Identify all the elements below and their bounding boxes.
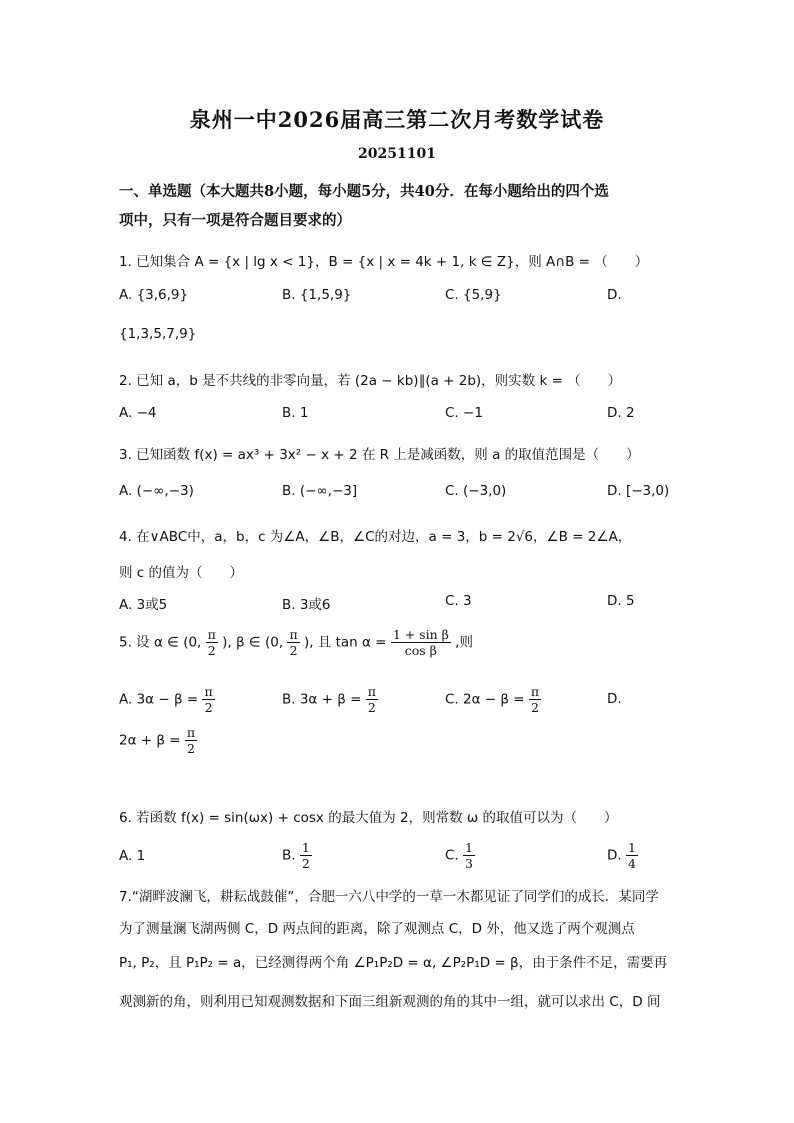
question-7-line-4: 观测新的角，则利用已知观测数据和下面三组新观测的角的其中一组，就可以求出 C，D 间 (119, 994, 661, 1010)
question-7-line-2: 为了测量澜飞湖两侧 C，D 两点间的距离，除了观测点 C，D 外，他又选了两个观测点 (119, 921, 635, 937)
question-2-option-c: C. −1 (445, 405, 483, 421)
question-4-option-c: C. 3 (445, 593, 472, 609)
question-5-option-d: D. (607, 691, 622, 707)
question-1-option-d-value: {1,3,5,7,9} (119, 326, 197, 342)
question-5-stem-part: ,则 (455, 634, 473, 651)
exam-title: 泉州一中2026届高三第二次月考数学试卷 (189, 107, 605, 132)
question-1-option-a: A. {3,6,9} (119, 287, 189, 303)
question-6-option-b: B. $\frac{1}{2}$ (282, 840, 310, 871)
question-3-option-d: D. [−3,0) (607, 483, 670, 499)
question-5-stem-part: 5. 设 α ∈ (0, (119, 634, 202, 651)
question-5-option-b: B. 3α + β = $\frac{\pi}{2}$ (282, 684, 376, 715)
section-heading-line1: 一、单选题（本大题共8小题，每小题5分，共40分．在每小题给出的四个选 (119, 183, 609, 200)
fraction-pi-over-2: $\frac{\pi}{2}$ (289, 627, 298, 658)
question-3-option-c: C. (−3,0) (445, 483, 507, 499)
question-2-option-a: A. −4 (119, 405, 157, 421)
question-2-option-d: D. 2 (607, 405, 635, 421)
question-7-line-1: 7.“湖畔波澜飞，耕耘战鼓催”，合肥一六八中学的一草一木都见证了同学们的成长．某同学 (119, 889, 659, 905)
question-4-stem: 4. 在∨ABC中，a，b，c 为∠A，∠B，∠C的对边，a = 3，b = 2√6，∠B = 2∠A， (119, 529, 632, 545)
question-7-line-3: P₁, P₂，且 P₁P₂ = a，已经测得两个角 ∠P₁P₂D = α, ∠P₂P₁D = β，由于条件不足，需要再 (119, 955, 668, 971)
question-4-option-b: B. 3或6 (282, 597, 331, 613)
exam-date: 20251101 (358, 146, 436, 162)
question-4-stem-cont: 则 c 的值为（ ） (119, 565, 244, 581)
fraction-tan-expression: $\frac{\text{1 + sin β}}{\text{cos β}}$ (392, 627, 449, 658)
section-heading-line2: 项中，只有一项是符合题目要求的） (119, 212, 351, 229)
question-4-option-a: A. 3或5 (119, 597, 168, 613)
question-5-option-a: A. 3α − β = $\frac{\pi}{2}$ (119, 684, 213, 715)
question-5-option-d-value: 2α + β = $\frac{\pi}{2}$ (119, 725, 196, 756)
question-6-stem: 6. 若函数 f(x) = sin(ωx) + cosx 的最大值为 2，则常数 ω 的取值可以为（ ） (119, 810, 618, 826)
question-5-stem-part: ), β ∈ (0, (222, 634, 284, 651)
question-1-option-d: D. (607, 287, 622, 303)
question-3-stem: 3. 已知函数 f(x) = ax³ + 3x² − x + 2 在 R 上是减函数，则 a 的取值范围是（ ） (119, 447, 640, 463)
question-2-option-b: B. 1 (282, 405, 309, 421)
question-5-stem-part: ), 且 tan α = (303, 634, 387, 651)
question-6-option-a: A. 1 (119, 848, 146, 864)
question-4-option-d: D. 5 (607, 593, 635, 609)
question-6-option-d: D. $\frac{1}{4}$ (607, 840, 636, 871)
question-3-option-a: A. (−∞,−3) (119, 483, 194, 499)
question-3-option-b: B. (−∞,−3] (282, 483, 358, 499)
question-1-stem: 1. 已知集合 A = {x | lg x < 1}，B = {x | x = 4k + 1, k ∈ Z}，则 A∩B = （ ） (119, 254, 649, 270)
fraction-pi-over-2: $\frac{\pi}{2}$ (207, 627, 216, 658)
question-1-option-b: B. {1,5,9} (282, 287, 352, 303)
question-2-stem: 2. 已知 a，b 是不共线的非零向量，若 (2a − kb)∥(a + 2b)，则实数 k = （ ） (119, 373, 622, 389)
question-1-option-c: C. {5,9} (445, 287, 502, 303)
question-6-option-c: C. $\frac{1}{3}$ (445, 840, 473, 871)
question-5-option-c: C. 2α − β = $\frac{\pi}{2}$ (445, 684, 540, 715)
question-5-stem (119, 627, 473, 658)
